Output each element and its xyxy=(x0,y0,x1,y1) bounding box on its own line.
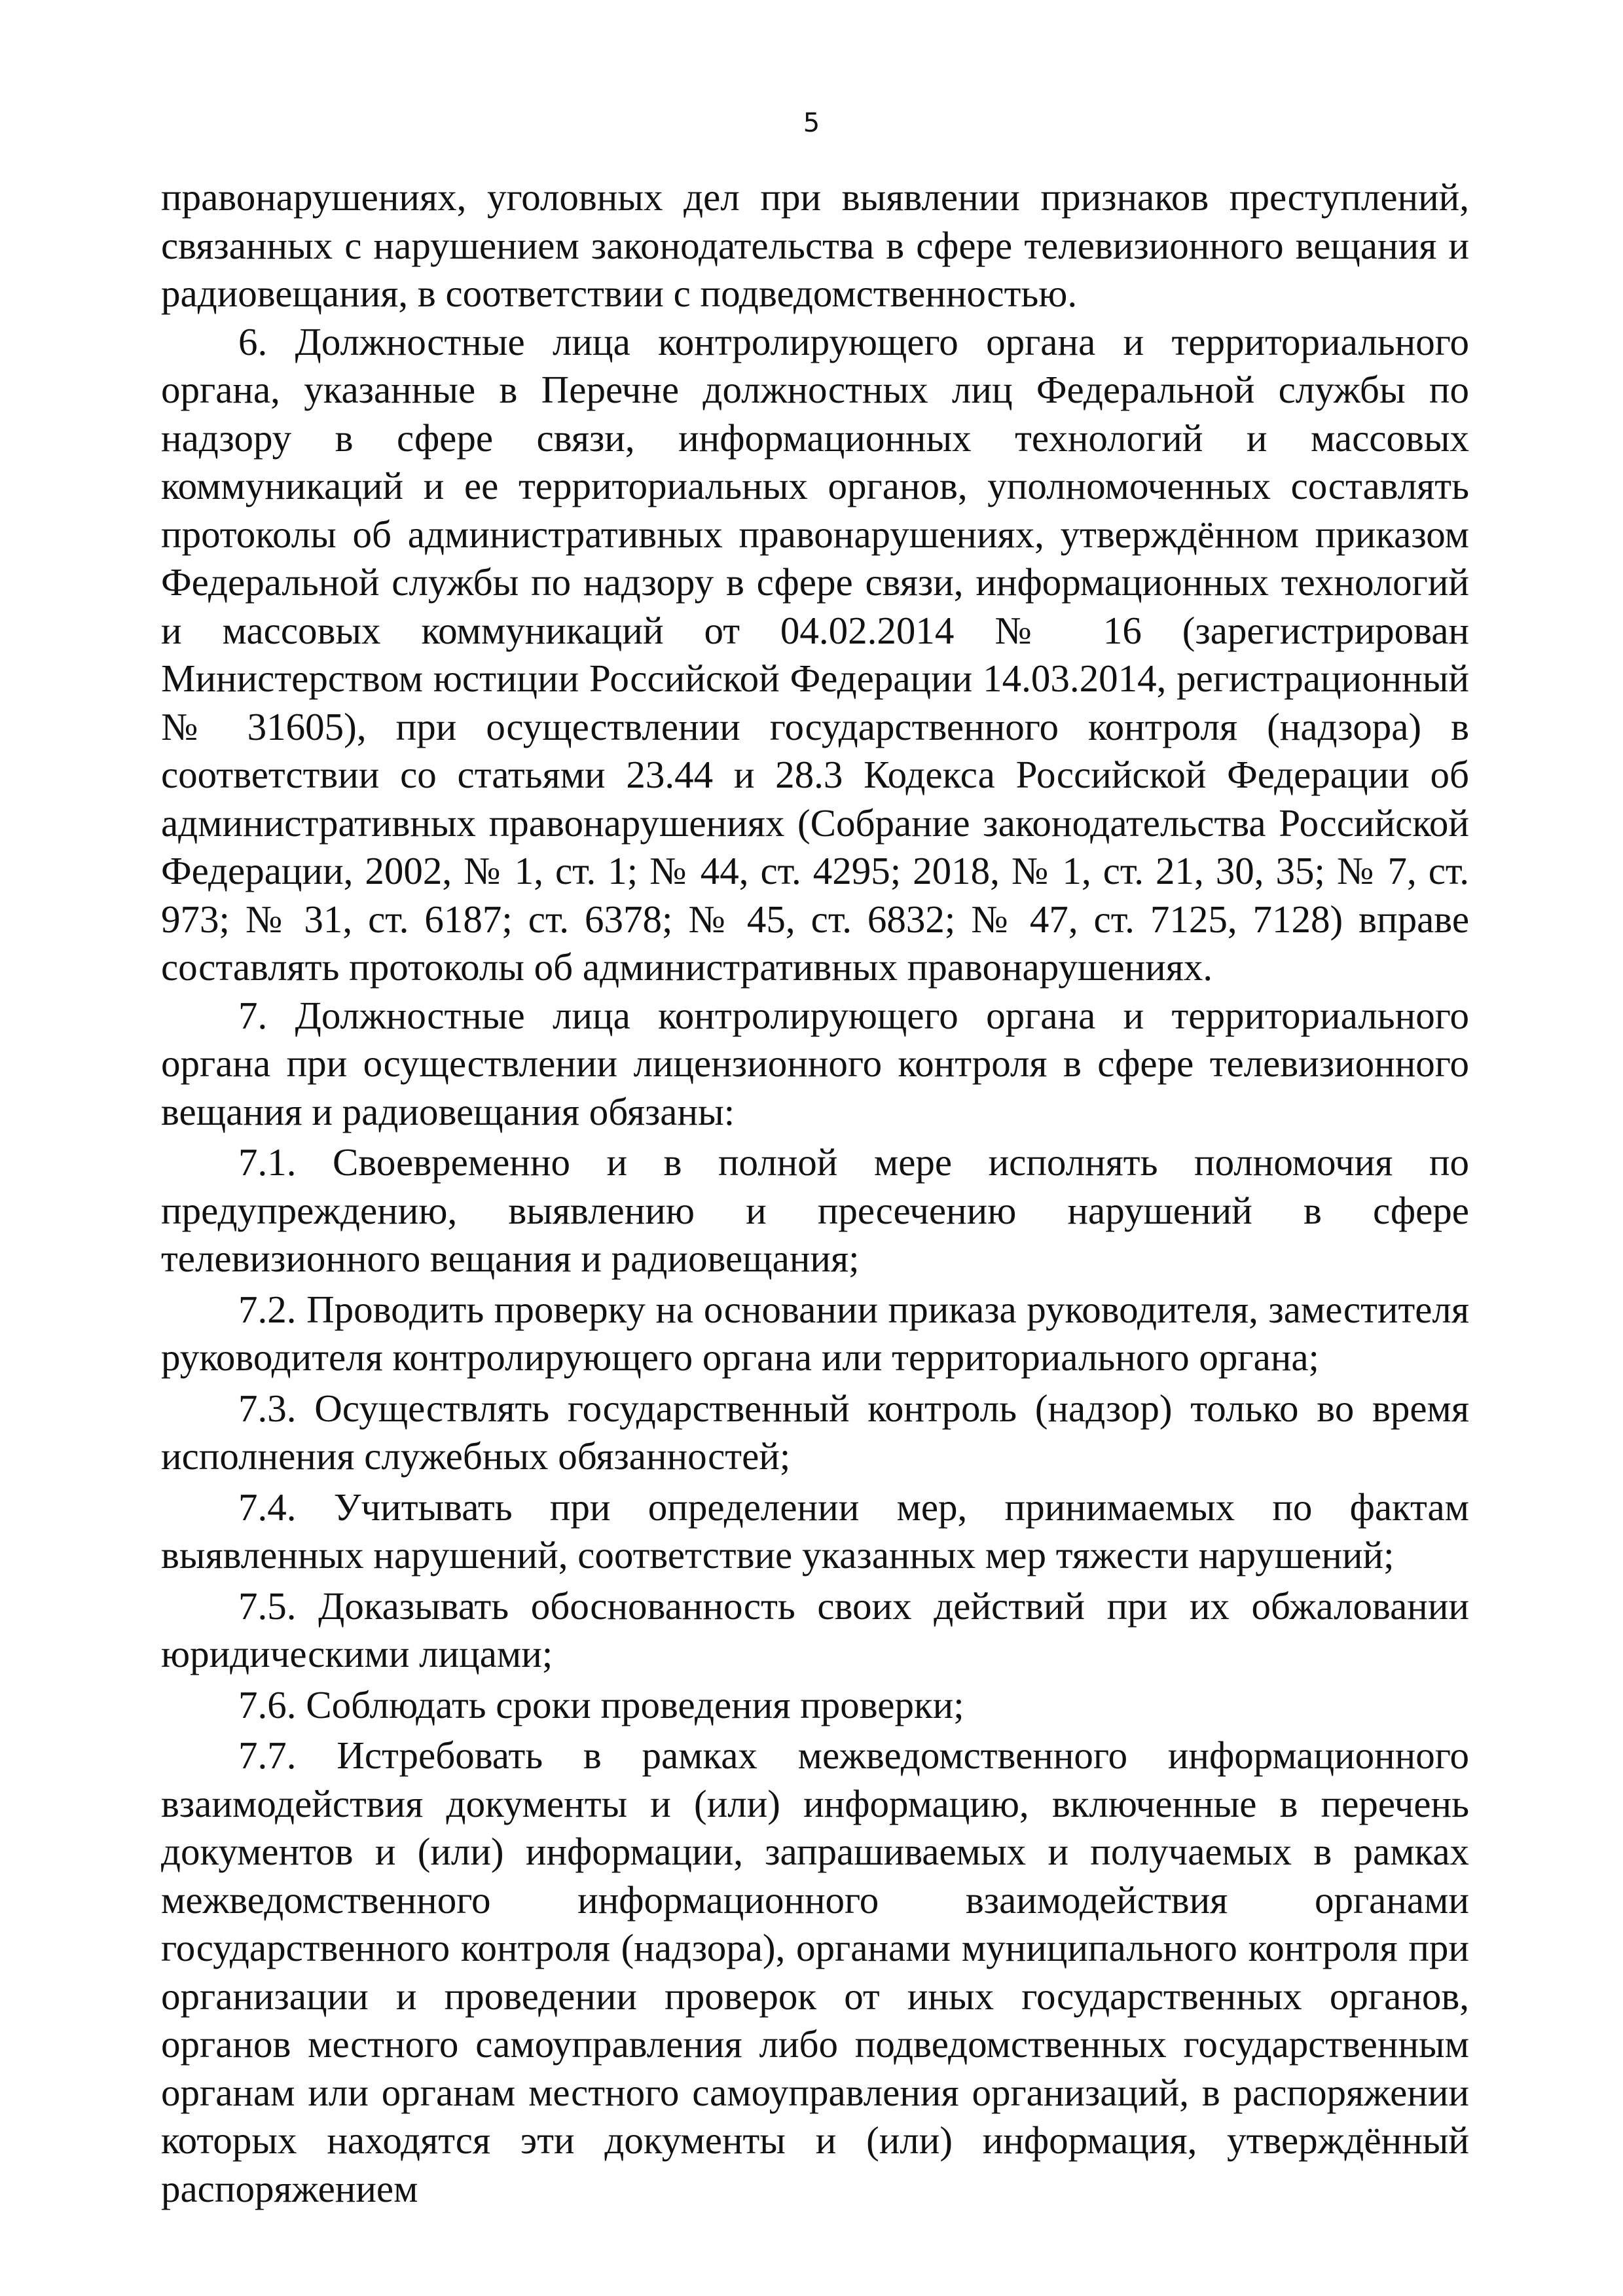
paragraph-7-7: 7.7. Истребовать в рамках межведомственного информационного взаимодействия документы и (или) информацию, включенные в перечень документов и (или) информации, запрашиваемых и получаемых в рамках межведомственного информационного взаимодействия органами государственного контроля (надзора), органами муниципального контроля при организации и проведении проверок от иных государственных органов, органов местного самоуправления либо подведомственных государственным органам или органам местного самоуправления организаций, в распоряжении которых находятся эти документы и (или) информация, утверждённый распоряжением xyxy=(161,1734,1469,2210)
paragraph-7: 7. Должностные лица контролирующего органа и территориального органа при осуществлении лицензионного контроля в сфере телевизионного вещания и радиовещания обязаны: xyxy=(161,993,1469,1133)
paragraph-7-5: 7.5. Доказывать обоснованность своих действий при их обжаловании юридическими лицами; xyxy=(161,1584,1469,1675)
paragraph-7-6: 7.6. Соблюдать сроки проведения проверки; xyxy=(238,1683,964,1726)
paragraph-7-1: 7.1. Своевременно и в полной мере исполнять полномочия по предупреждению, выявлению и пресечению нарушений в сфере телевизионного вещания и радиовещания; xyxy=(161,1140,1469,1280)
paragraph-7-3: 7.3. Осуществлять государственный контроль (надзор) только во время исполнения служебных обязанностей; xyxy=(161,1386,1469,1478)
paragraph-7-4: 7.4. Учитывать при определении мер, принимаемых по фактам выявленных нарушений, соответствие указанных мер тяжести нарушений; xyxy=(161,1485,1469,1576)
document-body xyxy=(161,173,1469,2213)
paragraph-7-2: 7.2. Проводить проверку на основании приказа руководителя, заместителя руководителя контролирующего органа или территориального органа; xyxy=(161,1287,1469,1379)
paragraph-continuation: правонарушениях, уголовных дел при выявлении признаков преступлений, связанных с нарушением законодательства в сфере телевизионного вещания и радиовещания, в соответствии с подведомственностью. xyxy=(161,175,1469,315)
page-number: 5 xyxy=(803,108,820,138)
paragraph-6: 6. Должностные лица контролирующего органа и территориального органа, указанные в Перечне должностных лиц Федеральной службы по надзору в сфере связи, информационных технологий и массовых коммуникаций и ее территориальных органов, уполномоченных составлять протоколы об административных правонарушениях, утверждённом приказом Федеральной службы по надзору в сфере связи, информационных технологий и массовых коммуникаций от 04.02.2014 № 16 (зарегистрирован Министерством юстиции Российской Федерации 14.03.2014, регистрационный № 31605), при осуществлении государственного контроля (надзора) в соответствии со статьями 23.44 и 28.3 Кодекса Российской Федерации об административных правонарушениях (Собрание законодательства Российской Федерации, 2002, № 1, ст. 1; № 44, ст. 4295; 2018, № 1, ст. 21, 30, 35; № 7, ст. 973; № 31, ст. 6187; ст. 6378; № 45, ст. 6832; № 47, ст. 7125, 7128) вправе составлять протоколы об административных правонарушениях. xyxy=(161,319,1469,989)
